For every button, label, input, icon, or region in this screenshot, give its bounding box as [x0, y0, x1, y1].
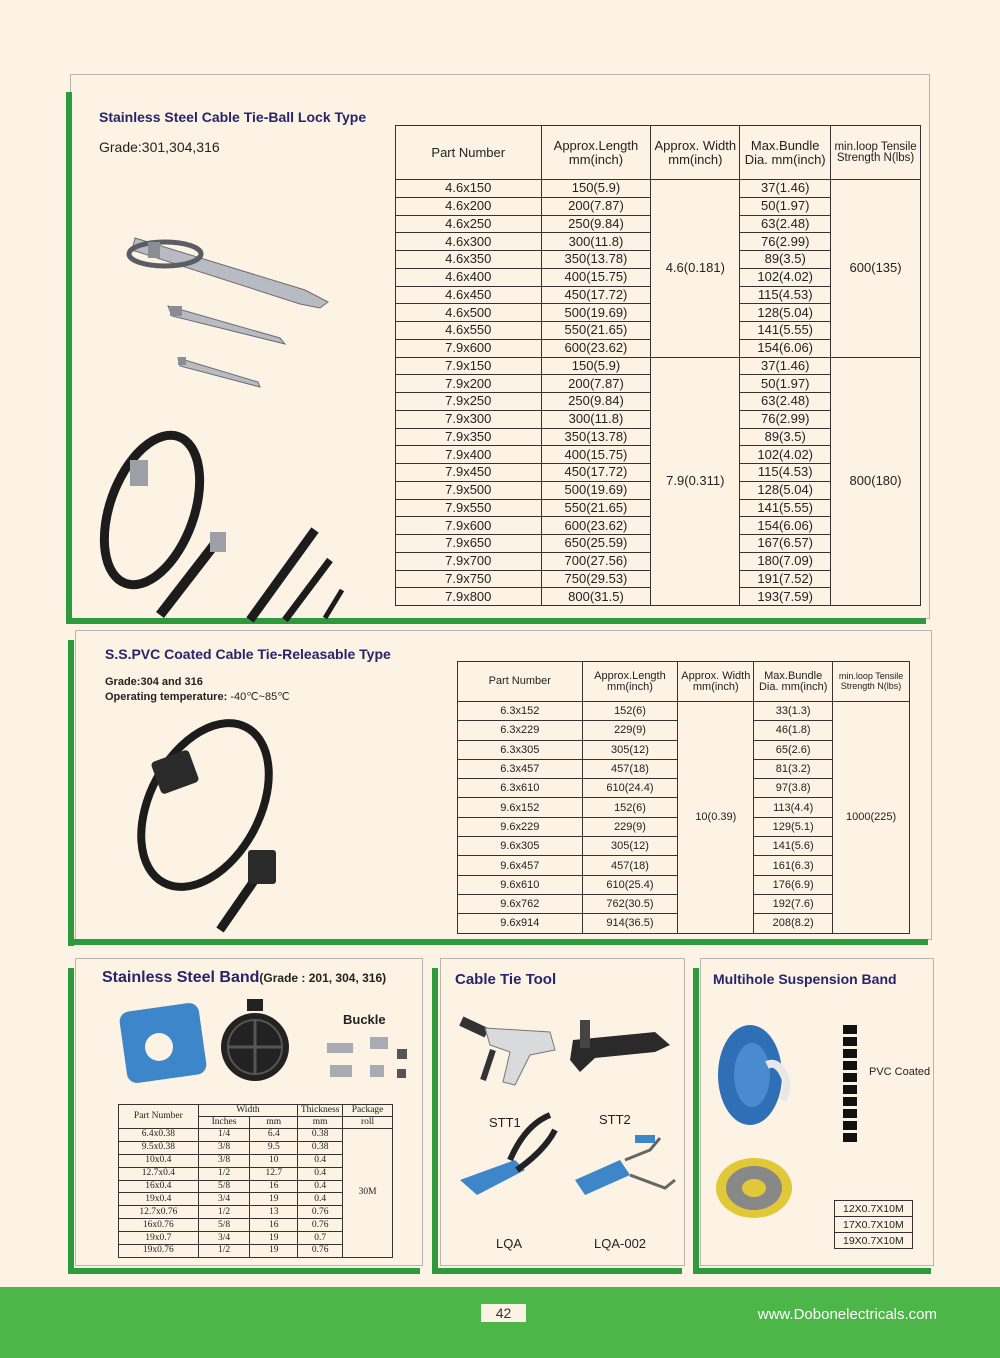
length-cell: 610(24.4): [582, 779, 678, 798]
black-coated-tie-icon: [86, 422, 342, 620]
multihole-title: Multihole Suspension Band: [713, 971, 897, 987]
mm-cell: 16: [250, 1180, 298, 1193]
inches-cell: 3/8: [198, 1154, 250, 1167]
part-number-cell: 4.6x450: [396, 286, 542, 304]
length-cell: 400(15.75): [541, 268, 651, 286]
mm-cell: 12.7: [250, 1167, 298, 1180]
tool-accent-left: [432, 968, 438, 1274]
bundle-cell: 128(5.04): [740, 304, 831, 322]
table-row: [396, 180, 921, 198]
width-cell: 4.6(0.181): [651, 180, 740, 358]
bundle-cell: 191(7.52): [740, 570, 831, 588]
length-cell: 450(17.72): [541, 464, 651, 482]
length-cell: 550(21.65): [541, 322, 651, 340]
bundle-cell: 63(2.48): [740, 215, 831, 233]
buckle-icons: [327, 1037, 407, 1078]
length-cell: 400(15.75): [541, 446, 651, 464]
inches-cell: 3/4: [198, 1232, 250, 1245]
thickness-cell: 0.4: [298, 1167, 343, 1180]
multihole-size: 12X0.7X10M: [835, 1201, 913, 1217]
table-row: [458, 702, 910, 721]
part-number-cell: 9.6x305: [458, 837, 583, 856]
length-cell: 305(12): [582, 837, 678, 856]
part-number-cell: 7.9x600: [396, 339, 542, 357]
length-cell: 350(13.78): [541, 428, 651, 446]
mm-cell: 19: [250, 1193, 298, 1206]
part-number-cell: 4.6x400: [396, 268, 542, 286]
part-number-cell: 6.4x0.38: [119, 1129, 199, 1142]
stt1-tool-icon: [459, 1017, 555, 1085]
col-header-part-number: Part Number: [396, 126, 542, 180]
part-number-cell: 9.5x0.38: [119, 1141, 199, 1154]
tool-accent-bottom: [432, 1268, 682, 1274]
col-header-width: Approx. Width mm(inch): [651, 126, 740, 180]
ball-lock-table-body: [396, 180, 921, 606]
band-images: [115, 995, 415, 1090]
length-cell: 300(11.8): [541, 410, 651, 428]
part-number-cell: 9.6x762: [458, 894, 583, 913]
length-cell: 250(9.84): [541, 393, 651, 411]
multihole-size: 17X0.7X10M: [835, 1217, 913, 1233]
part-number-cell: 9.6x457: [458, 856, 583, 875]
package-cell: 30M: [343, 1129, 393, 1258]
part-number-cell: 6.3x152: [458, 702, 583, 721]
length-cell: 600(23.62): [541, 517, 651, 535]
length-cell: 150(5.9): [541, 357, 651, 375]
ball-lock-grade: Grade:301,304,316: [99, 139, 220, 155]
band-col-header-width: Width: [198, 1105, 298, 1117]
part-number-cell: 4.6x300: [396, 233, 542, 251]
bundle-cell: 208(8.2): [754, 914, 833, 933]
bundle-cell: 46(1.8): [754, 721, 833, 740]
part-number-cell: 7.9x500: [396, 481, 542, 499]
inches-cell: 1/2: [198, 1167, 250, 1180]
part-number-cell: 6.3x610: [458, 779, 583, 798]
ball-lock-tie-images: [100, 220, 380, 620]
pvc-temp-value: -40℃~85℃: [227, 691, 290, 703]
pvc-spec-table: [457, 661, 910, 934]
band-col-header-mm: mm: [250, 1117, 298, 1129]
length-cell: 305(12): [582, 740, 678, 759]
part-number-cell: 9.6x152: [458, 798, 583, 817]
thickness-cell: 0.4: [298, 1193, 343, 1206]
inches-cell: 3/4: [198, 1193, 250, 1206]
band-spec-table: [118, 1104, 393, 1258]
bundle-cell: 63(2.48): [740, 393, 831, 411]
bundle-cell: 113(4.4): [754, 798, 833, 817]
bundle-cell: 154(6.06): [740, 339, 831, 357]
length-cell: 200(7.87): [541, 375, 651, 393]
ball-lock-accent-left: [66, 92, 72, 624]
band-col-header-thickness: Thickness: [298, 1105, 343, 1117]
bundle-cell: 161(6.3): [754, 856, 833, 875]
bundle-cell: 97(3.8): [754, 779, 833, 798]
bundle-cell: 192(7.6): [754, 894, 833, 913]
part-number-cell: 7.9x550: [396, 499, 542, 517]
length-cell: 500(19.69): [541, 304, 651, 322]
band-col-header-package-unit: roll: [343, 1117, 393, 1129]
table-row: [396, 357, 921, 375]
steel-tie-small-icon: [178, 357, 260, 387]
tool-label-lqa: LQA: [496, 1236, 523, 1251]
multihole-images: [712, 1020, 872, 1230]
part-number-cell: 7.9x350: [396, 428, 542, 446]
length-cell: 350(13.78): [541, 251, 651, 269]
mm-cell: 19: [250, 1232, 298, 1245]
length-cell: 457(18): [582, 856, 678, 875]
bundle-cell: 193(7.59): [740, 588, 831, 606]
tool-label-stt2: STT2: [599, 1112, 631, 1127]
length-cell: 610(25.4): [582, 875, 678, 894]
ball-lock-spec-table: [395, 125, 921, 606]
pvc-grade: Grade:304 and 316: [105, 676, 203, 688]
part-number-cell: 16x0.4: [119, 1180, 199, 1193]
length-cell: 229(9): [582, 721, 678, 740]
website-link[interactable]: www.Dobonelectricals.com: [757, 1306, 937, 1323]
part-number-cell: 19x0.7: [119, 1232, 199, 1245]
part-number-cell: 7.9x400: [396, 446, 542, 464]
part-number-cell: 16x0.76: [119, 1219, 199, 1232]
bundle-cell: 154(6.06): [740, 517, 831, 535]
length-cell: 800(31.5): [541, 588, 651, 606]
length-cell: 152(6): [582, 798, 678, 817]
thickness-cell: 0.76: [298, 1219, 343, 1232]
part-number-cell: 4.6x200: [396, 197, 542, 215]
mm-cell: 16: [250, 1219, 298, 1232]
bundle-cell: 128(5.04): [740, 481, 831, 499]
pvc-col-header-part-number: Part Number: [458, 662, 583, 702]
buckle-label: Buckle: [343, 1012, 386, 1027]
part-number-cell: 6.3x229: [458, 721, 583, 740]
pvc-temp-label: Operating temperature:: [105, 691, 228, 703]
thickness-cell: 0.76: [298, 1206, 343, 1219]
bundle-cell: 141(5.55): [740, 499, 831, 517]
mm-cell: 13: [250, 1206, 298, 1219]
bundle-cell: 50(1.97): [740, 197, 831, 215]
part-number-cell: 19x0.76: [119, 1245, 199, 1258]
black-band-reel-icon: [221, 999, 289, 1081]
thickness-cell: 0.4: [298, 1154, 343, 1167]
part-number-cell: 7.9x200: [396, 375, 542, 393]
pvc-col-header-bundle: Max.Bundle Dia. mm(inch): [754, 662, 833, 702]
pvc-tie-image: [130, 715, 300, 935]
part-number-cell: 7.9x800: [396, 588, 542, 606]
part-number-cell: 19x0.4: [119, 1193, 199, 1206]
part-number-cell: 7.9x450: [396, 464, 542, 482]
band-title: [102, 969, 386, 987]
col-header-bundle: Max.Bundle Dia. mm(inch): [740, 126, 831, 180]
bundle-cell: 89(3.5): [740, 251, 831, 269]
inches-cell: 3/8: [198, 1141, 250, 1154]
bundle-cell: 50(1.97): [740, 375, 831, 393]
length-cell: 762(30.5): [582, 894, 678, 913]
part-number-cell: 10x0.4: [119, 1154, 199, 1167]
mm-cell: 19: [250, 1245, 298, 1258]
pvc-col-header-tensile: min.loop Tensile Strength N(lbs): [833, 662, 910, 702]
col-header-tensile: min.loop Tensile Strength N(lbs): [831, 126, 921, 180]
band-col-header-package: Package: [343, 1105, 393, 1117]
pvc-coated-label: PVC Coated: [869, 1066, 931, 1078]
steel-tie-large-icon: [129, 238, 328, 308]
bundle-cell: 167(6.57): [740, 535, 831, 553]
pvc-accent-left: [68, 640, 74, 946]
band-col-header-inches: Inches: [198, 1117, 250, 1129]
part-number-cell: 9.6x229: [458, 817, 583, 836]
bundle-cell: 65(2.6): [754, 740, 833, 759]
bundle-cell: 102(4.02): [740, 446, 831, 464]
tensile-cell: 800(180): [831, 357, 921, 606]
length-cell: 229(9): [582, 817, 678, 836]
multihole-sizes-table: [834, 1200, 913, 1249]
part-number-cell: 9.6x610: [458, 875, 583, 894]
part-number-cell: 4.6x350: [396, 251, 542, 269]
inches-cell: 5/8: [198, 1219, 250, 1232]
part-number-cell: 7.9x250: [396, 393, 542, 411]
part-number-cell: 7.9x650: [396, 535, 542, 553]
thickness-cell: 0.4: [298, 1180, 343, 1193]
bundle-cell: 115(4.53): [740, 286, 831, 304]
lqa-002-tool-icon: [575, 1135, 675, 1195]
blue-band-dispenser-icon: [118, 1002, 207, 1084]
thickness-cell: 0.7: [298, 1232, 343, 1245]
band-title-text: Stainless Steel Band: [102, 969, 260, 986]
part-number-cell: 7.9x300: [396, 410, 542, 428]
tool-label-lqa-002: LQA-002: [594, 1236, 647, 1251]
bundle-cell: 102(4.02): [740, 268, 831, 286]
bundle-cell: 129(5.1): [754, 817, 833, 836]
part-number-cell: 4.6x150: [396, 180, 542, 198]
pvc-accent-bottom: [68, 939, 928, 945]
bundle-cell: 81(3.2): [754, 759, 833, 778]
steel-tie-medium-icon: [168, 306, 285, 344]
length-cell: 450(17.72): [541, 286, 651, 304]
bundle-cell: 76(2.99): [740, 410, 831, 428]
band-table-body: [119, 1129, 393, 1258]
part-number-cell: 4.6x250: [396, 215, 542, 233]
bundle-cell: 115(4.53): [740, 464, 831, 482]
band-col-header-thickness-unit: mm: [298, 1117, 343, 1129]
bundle-cell: 180(7.09): [740, 552, 831, 570]
length-cell: 300(11.8): [541, 233, 651, 251]
width-cell: 10(0.39): [678, 702, 754, 934]
length-cell: 750(29.53): [541, 570, 651, 588]
length-cell: 550(21.65): [541, 499, 651, 517]
yellow-band-reel-icon: [716, 1158, 792, 1218]
bundle-cell: 37(1.46): [740, 180, 831, 198]
length-cell: 700(27.56): [541, 552, 651, 570]
length-cell: 150(5.9): [541, 180, 651, 198]
bundle-cell: 176(6.9): [754, 875, 833, 894]
length-cell: 250(9.84): [541, 215, 651, 233]
length-cell: 457(18): [582, 759, 678, 778]
inches-cell: 5/8: [198, 1180, 250, 1193]
pvc-temperature: [105, 690, 290, 703]
pvc-col-header-length: Approx.Length mm(inch): [582, 662, 678, 702]
page-number: 42: [481, 1304, 526, 1322]
stt2-tool-icon: [570, 1020, 670, 1072]
width-cell: 7.9(0.311): [651, 357, 740, 606]
part-number-cell: 4.6x500: [396, 304, 542, 322]
inches-cell: 1/2: [198, 1206, 250, 1219]
part-number-cell: 12.7x0.4: [119, 1167, 199, 1180]
bundle-cell: 141(5.6): [754, 837, 833, 856]
pvc-title: S.S.PVC Coated Cable Tie-Releasable Type: [105, 646, 391, 662]
tool-title: Cable Tie Tool: [455, 971, 557, 988]
band-accent-left: [68, 968, 74, 1274]
band-col-header-part-number: Part Number: [119, 1105, 199, 1129]
bundle-cell: 76(2.99): [740, 233, 831, 251]
mm-cell: 9.5: [250, 1141, 298, 1154]
part-number-cell: 4.6x550: [396, 322, 542, 340]
band-accent-bottom: [68, 1268, 420, 1274]
length-cell: 914(36.5): [582, 914, 678, 933]
band-grade: (Grade : 201, 304, 316): [259, 971, 387, 985]
length-cell: 650(25.59): [541, 535, 651, 553]
inches-cell: 1/2: [198, 1245, 250, 1258]
part-number-cell: 6.3x305: [458, 740, 583, 759]
part-number-cell: 7.9x600: [396, 517, 542, 535]
thickness-cell: 0.38: [298, 1141, 343, 1154]
mm-cell: 6.4: [250, 1129, 298, 1142]
length-cell: 500(19.69): [541, 481, 651, 499]
inches-cell: 1/4: [198, 1129, 250, 1142]
part-number-cell: 7.9x750: [396, 570, 542, 588]
multihole-accent-bottom: [693, 1268, 931, 1274]
thickness-cell: 0.38: [298, 1129, 343, 1142]
length-cell: 152(6): [582, 702, 678, 721]
bundle-cell: 89(3.5): [740, 428, 831, 446]
length-cell: 200(7.87): [541, 197, 651, 215]
bundle-cell: 33(1.3): [754, 702, 833, 721]
pvc-table-body: [458, 702, 910, 934]
part-number-cell: 7.9x700: [396, 552, 542, 570]
pvc-col-header-width: Approx. Width mm(inch): [678, 662, 754, 702]
table-row: [119, 1129, 393, 1142]
tensile-cell: 600(135): [831, 180, 921, 358]
tensile-cell: 1000(225): [833, 702, 910, 934]
multihole-accent-left: [693, 968, 699, 1274]
bundle-cell: 37(1.46): [740, 357, 831, 375]
tool-label-stt1: STT1: [489, 1115, 521, 1130]
bundle-cell: 141(5.55): [740, 322, 831, 340]
thickness-cell: 0.76: [298, 1245, 343, 1258]
part-number-cell: 9.6x914: [458, 914, 583, 933]
length-cell: 600(23.62): [541, 339, 651, 357]
blue-suspension-band-reel-icon: [718, 1025, 787, 1125]
ball-lock-title: Stainless Steel Cable Tie-Ball Lock Type: [99, 109, 367, 125]
multihole-size: 19X0.7X10M: [835, 1233, 913, 1249]
mm-cell: 10: [250, 1154, 298, 1167]
part-number-cell: 7.9x150: [396, 357, 542, 375]
col-header-length: Approx.Length mm(inch): [541, 126, 651, 180]
part-number-cell: 6.3x457: [458, 759, 583, 778]
part-number-cell: 12.7x0.76: [119, 1206, 199, 1219]
